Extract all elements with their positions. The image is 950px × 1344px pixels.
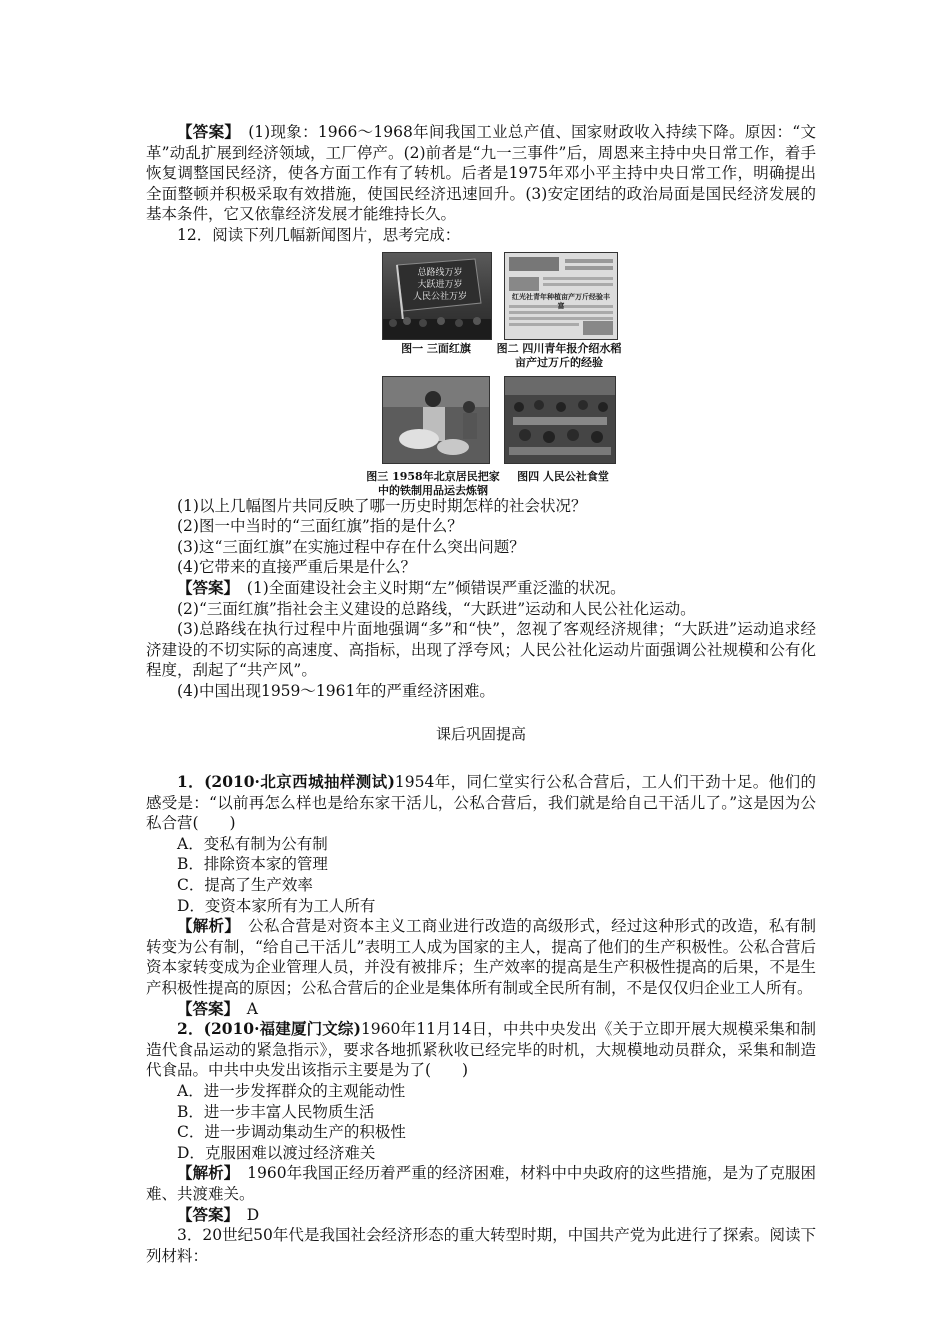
- analysis-text: 1960年我国正经历着严重的经济困难，材料中中央政府的这些措施，是为了克服困难、共渡难关。: [146, 1164, 816, 1203]
- problem-text: 1960年11月14日，中共中央发出《关于立即开展大规模采集和制造代食品运动的紧急指示》，要求各地抓紧秋收已经完毕的时机，大规模地动员群众，采集和制造代食品。中共中央发出该指示主要是为了( ): [146, 1020, 816, 1080]
- option-c: C．进一步调动集动生产的积极性: [177, 1123, 406, 1142]
- figure-4-photo: [504, 376, 616, 464]
- option-d: D．变资本家所有为工人所有: [177, 896, 376, 915]
- figure-1-photo: [382, 252, 492, 340]
- answer: [146, 1205, 816, 1226]
- problem-source: 1．(2010·北京西城抽样测试): [177, 772, 395, 792]
- section-title: 课后巩固提高: [435, 724, 526, 743]
- q11-answer: [146, 122, 816, 225]
- q12-question: (3)这“三面红旗”在实施过程中存在什么突出问题？: [177, 537, 525, 556]
- analysis: [146, 1163, 816, 1204]
- figure-4-caption: 图四 人民公社食堂: [517, 469, 609, 483]
- answer-label: 【答案】: [177, 577, 232, 597]
- analysis-label: 【解析】: [177, 1163, 232, 1183]
- answer-value: A: [246, 999, 258, 1018]
- residents-photo: [383, 377, 489, 463]
- figure-1-caption: 图一 三面红旗: [401, 341, 471, 355]
- option-b: B．进一步丰富人民物质生活: [177, 1102, 375, 1121]
- option-b: B．排除资本家的管理: [177, 855, 328, 874]
- problem-text: 1954年，同仁堂实行公私合营后，工人们干劲十足。他们的感受是：“以前再怎么样也是给东家干活儿，公私合营后，我们就是给自己干活儿了。”这是因为公私合营( ): [146, 773, 816, 833]
- q12-answer: (3)总路线在执行过程中片面地强调“多”和“快”，忽视了客观经济规律；“大跃进”运动追求经济建设的不切实际的高速度、高指标，出现了浮夸风；人民公社化运动片面强调公社规模和公有化程度，刮起了“共产风”。: [146, 620, 816, 680]
- problem-3-stem: 3．20世纪50年代是我国社会经济形态的重大转型时期，中国共产党为此进行了探索。阅读下列材料：: [146, 1226, 816, 1265]
- q12-answer: [146, 578, 816, 599]
- banner-line: 人民公社万岁: [412, 291, 467, 302]
- answer-label: 【答案】: [177, 122, 233, 141]
- canteen-photo: [505, 377, 615, 463]
- analysis: [146, 916, 816, 998]
- q12-question: (1)以上几幅图片共同反映了哪一历史时期怎样的社会状况？: [177, 496, 587, 515]
- analysis-text: 公私合营是对资本主义工商业进行改造的高级形式，经过这种形式的改造，私有制转变为公有制，“给自己干活儿”表明工人成为国家的主人，提高了他们的生产积极性。公私合营后资本家转变成为企业管理人员，并没有被排斥；生产效率的提高是生产积极性提高的后果，不是生产积极性提高的原因；公私合营后的企业是集体所有制或全民所有制，不是仅仅归企业工人所有。: [146, 917, 816, 998]
- problem-1-stem: [146, 772, 816, 834]
- analysis-label: 【解析】: [177, 916, 233, 936]
- figure-2-caption: 图二 四川青年报介绍水稻亩产过万斤的经验: [496, 341, 622, 369]
- banner-line: 总路线万岁: [417, 267, 463, 278]
- q12-answer: (2)“三面红旗”指社会主义建设的总路线，“大跃进”运动和人民公社化运动。: [177, 599, 696, 618]
- option-c: C．提高了生产效率: [177, 876, 313, 895]
- answer: [146, 999, 816, 1020]
- q12-answer: (4)中国出现1959～1961年的严重经济困难。: [177, 681, 495, 700]
- problem-source: 2．(2010·福建厦门文综): [177, 1019, 361, 1039]
- answer-label: 【答案】: [177, 998, 232, 1018]
- figure-2-photo: [504, 252, 618, 340]
- problem-2-stem: [146, 1019, 816, 1081]
- answer-value: D: [246, 1205, 260, 1224]
- document-page: [146, 122, 816, 1266]
- q12-stem: 12．阅读下列几幅新闻图片，思考完成：: [177, 225, 461, 244]
- figure-3-photo: [382, 376, 490, 464]
- option-a: A．变私有制为公有制: [177, 834, 328, 853]
- q12-question: (2)图一中当时的“三面红旗”指的是什么？: [177, 517, 463, 536]
- figure-group: [146, 248, 816, 497]
- banner-line: 大跃进万岁: [417, 279, 463, 290]
- figure-3-caption: 图三 1958年北京居民把家中的铁制用品运去炼钢: [366, 469, 500, 497]
- answer-text: (1)全面建设社会主义时期“左”倾错误严重泛滥的状况。: [246, 578, 626, 597]
- option-a: A．进一步发挥群众的主观能动性: [177, 1082, 406, 1100]
- option-d: D．克服困难以渡过经济难关: [177, 1143, 376, 1162]
- answer-text: (1)现象：1966～1968年间我国工业总产值、国家财政收入持续下降。原因：“文革”动乱扩展到经济领域，工厂停产。(2)前者是“九一三事件”后，周恩来主持中央日常工作，着手恢复调整国民经济，使各方面工作有了转机。后者是1975年邓小平主持中央日常工作，明确提出全面整顿并积极采取有效措施，使国民经济迅速回升。(3)安定团结的政治局面是国民经济发展的基本条件，它又依靠经济发展才能维持长久。: [146, 123, 816, 224]
- q12-question: (4)它带来的直接严重后果是什么？: [177, 558, 416, 577]
- newspaper-headline: 红光社青年种植亩产万斤经验丰富: [512, 292, 610, 310]
- answer-label: 【答案】: [177, 1204, 232, 1224]
